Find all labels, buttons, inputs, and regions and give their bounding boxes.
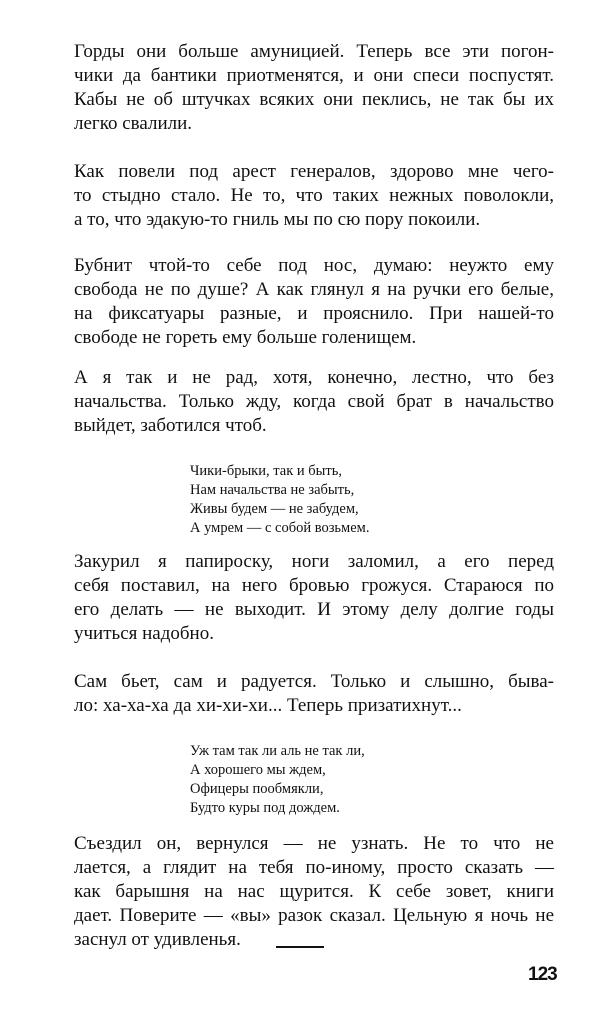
paragraph-3 [74, 254, 554, 350]
paragraph-6 [74, 670, 554, 718]
paragraph-5 [74, 550, 554, 646]
text-line: начальства. Только жду, когда свой брат в начальство [74, 391, 554, 412]
verse-line: Офицеры пообмякли, [190, 781, 324, 797]
text-line: его делать — не выходит. И этому делу долгие годы [74, 599, 554, 620]
text-line: легко свалили. [74, 113, 193, 134]
verse-line: Уж там так ли аль не так ли, [190, 743, 365, 759]
paragraph-4 [74, 366, 554, 438]
text-line: дает. Поверите — «вы» разок сказал. Цельную я ночь не [74, 905, 554, 926]
text-line: свобода не по душе? А как глянул я на ручки его белые, [74, 279, 554, 300]
text-line: себя поставил, на него бровью грожуся. Стараюся по [74, 575, 554, 596]
text-line: Кабы не об штучках всяких они пеклись, не так бы их [74, 89, 554, 110]
text-line: ло: ха-ха-ха да хи-хи-хи... Теперь призатихнут... [74, 695, 462, 716]
text-line: Бубнит чтой-то себе под нос, думаю: неужто ему [74, 255, 554, 276]
text-line: Сам бьет, сам и радуется. Только и слышно, быва- [74, 671, 554, 692]
text-line: лается, а глядит на тебя по-иному, просто сказать — [74, 857, 554, 878]
text-line: свободе не гореть ему больше голенищем. [74, 327, 417, 348]
text-line: на фиксатуары разные, и прояснило. При нашей-то [74, 303, 554, 324]
text-line: учиться надобно. [74, 623, 214, 644]
text-line: заснул от удивленья. [74, 929, 241, 950]
text-line: Горды они больше амуницией. Теперь все эти погон- [74, 41, 554, 62]
paragraph-1 [74, 40, 554, 136]
verse-1 [190, 462, 430, 538]
text-line: чики да бантики приотменятся, и они спеси поспустят. [74, 65, 554, 86]
verse-2 [190, 742, 430, 818]
verse-line: Чики-брыки, так и быть, [190, 463, 342, 479]
text-line: то стыдно стало. Не то, что таких нежных поволокли, [74, 185, 554, 206]
text-line: Закурил я папироску, ноги заломил, а его перед [74, 551, 554, 572]
verse-line: А умрем — с собой возьмем. [190, 520, 370, 536]
verse-line: Будто куры под дождем. [190, 800, 340, 816]
text-line: Съездил он, вернулся — не узнать. Не то что не [74, 833, 554, 854]
page-number: 123 [528, 964, 557, 985]
text-line: А я так и не рад, хотя, конечно, лестно, что без [74, 367, 554, 388]
text-line: выйдет, заботился чтоб. [74, 415, 267, 436]
verse-line: Живы будем — не забудем, [190, 501, 359, 517]
paragraph-2 [74, 160, 554, 232]
text-line: как барышня на нас щурится. К себе зовет, книги [74, 881, 554, 902]
paragraph-7 [74, 832, 554, 952]
verse-line: А хорошего мы ждем, [190, 762, 326, 778]
text-line: а то, что эдакую-то гниль мы по сю пору покоили. [74, 209, 481, 230]
section-divider [276, 946, 324, 948]
verse-line: Нам начальства не забыть, [190, 482, 355, 498]
text-line: Как повели под арест генералов, здорово мне чего- [74, 161, 554, 182]
